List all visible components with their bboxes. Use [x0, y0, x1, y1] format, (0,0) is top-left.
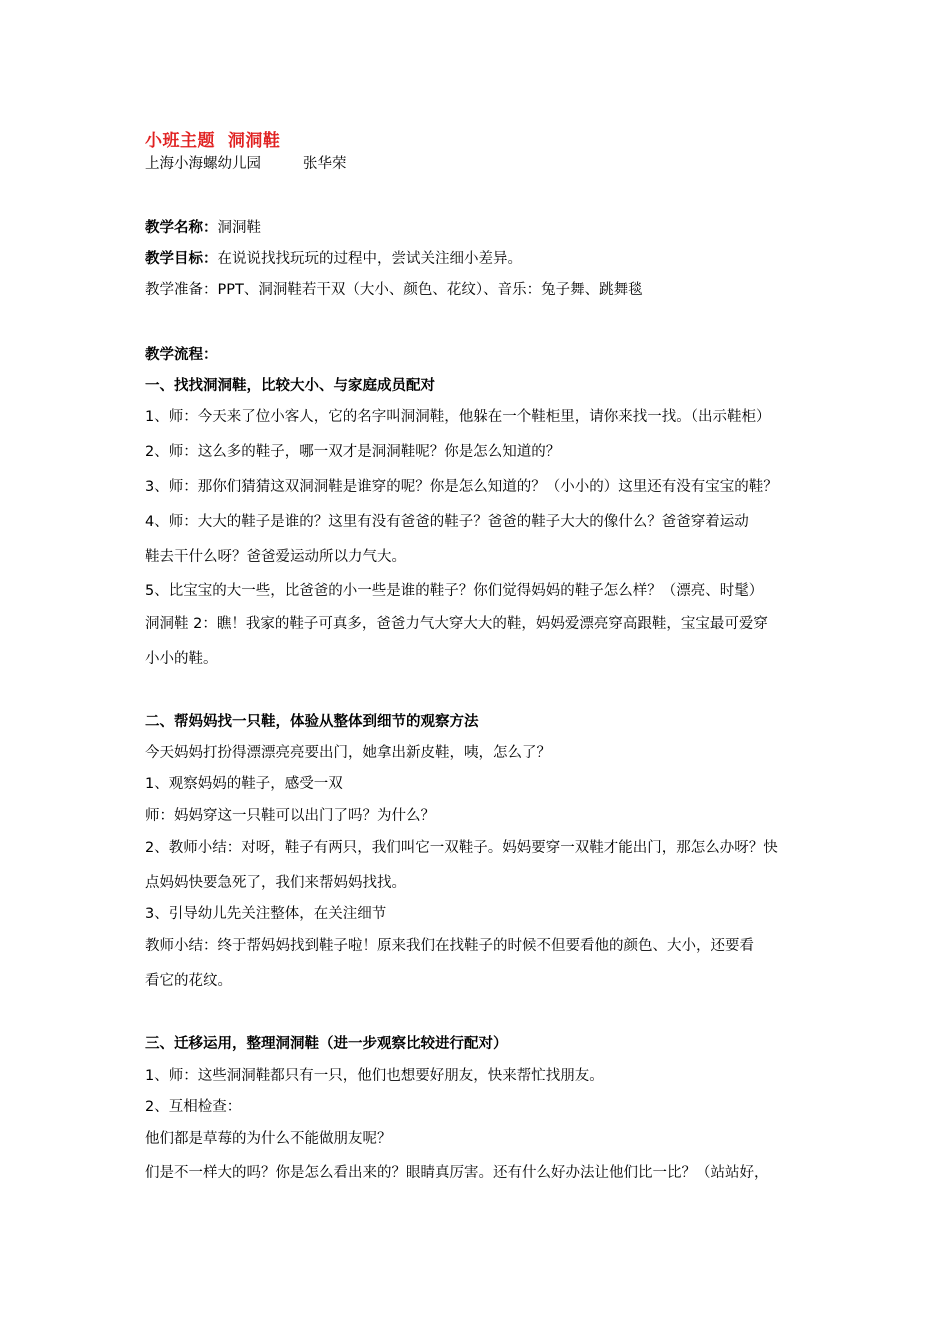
section3-line: 他们都是草莓的为什么不能做朋友呢？: [145, 1131, 392, 1147]
teaching-goal-line: [145, 249, 522, 269]
teaching-prep-line: 教学准备：PPT、洞洞鞋若干双（大小、颜色、花纹）、音乐：兔子舞、跳舞毯: [145, 282, 643, 298]
section3-heading: 三、迁移运用，整理洞洞鞋（进一步观察比较进行配对）: [145, 1036, 508, 1052]
section2-line: 点妈妈快要急死了，我们来帮妈妈找找。: [145, 875, 406, 891]
section2-line: 看它的花纹。: [145, 973, 232, 989]
section2-heading: 二、帮妈妈找一只鞋，体验从整体到细节的观察方法: [145, 714, 479, 730]
teaching-goal-label: 教学目标：: [145, 251, 218, 267]
section1-line: 洞洞鞋 2：瞧！我家的鞋子可真多，爸爸力气大穿大大的鞋，妈妈爱漂亮穿高跟鞋，宝宝最可爱穿: [145, 616, 768, 632]
teaching-goal-value: 在说说找找玩玩的过程中，尝试关注细小差异。: [217, 251, 522, 267]
section1-line: 1、师：今天来了位小客人，它的名字叫洞洞鞋，他躲在一个鞋柜里，请你来找一找。（出示鞋柜）: [145, 409, 771, 425]
section2-line: 师：妈妈穿这一只鞋可以出门了吗？为什么？: [145, 808, 435, 824]
section1-line: 鞋去干什么呀？爸爸爱运动所以力气大。: [145, 549, 406, 565]
section1-line: 2、师：这么多的鞋子，哪一双才是洞洞鞋呢？你是怎么知道的？: [145, 444, 561, 460]
teaching-name-line: [145, 218, 261, 238]
document-title: 小班主题 洞洞鞋: [145, 131, 281, 151]
section3-line: 们是不一样大的吗？你是怎么看出来的？眼睛真厉害。还有什么好办法让他们比一比？（站站好，: [145, 1165, 769, 1181]
teaching-name-value: 洞洞鞋: [217, 220, 261, 236]
teaching-name-label: 教学名称：: [145, 220, 218, 236]
section2-line: 教师小结：终于帮妈妈找到鞋子啦！原来我们在找鞋子的时候不但要看他的颜色、大小，还要看: [145, 938, 754, 954]
section2-line: 2、教师小结：对呀，鞋子有两只，我们叫它一双鞋子。妈妈要穿一双鞋才能出门，那怎么办呀？快: [145, 840, 778, 856]
flow-heading: 教学流程：: [145, 347, 218, 363]
section1-heading: 一、找找洞洞鞋，比较大小、与家庭成员配对: [145, 378, 435, 394]
section2-line: 今天妈妈打扮得漂漂亮亮要出门，她拿出新皮鞋，咦，怎么了？: [145, 745, 551, 761]
section3-line: 2、互相检查：: [145, 1099, 242, 1115]
section3-line: 1、师：这些洞洞鞋都只有一只，他们也想要好朋友，快来帮忙找朋友。: [145, 1068, 604, 1084]
author-name: 张华荣: [303, 156, 347, 172]
author-line: [145, 152, 347, 173]
section1-line: 4、师：大大的鞋子是谁的？这里有没有爸爸的鞋子？爸爸的鞋子大大的像什么？爸爸穿着运动: [145, 514, 749, 530]
section2-line: 1、观察妈妈的鞋子，感受一双: [145, 776, 343, 792]
section2-line: 3、引导幼儿先关注整体，在关注细节: [145, 906, 387, 922]
section1-line: 3、师：那你们猜猜这双洞洞鞋是谁穿的呢？你是怎么知道的？（小小的）这里还有没有宝宝的鞋？: [145, 479, 778, 495]
section1-line: 小小的鞋。: [145, 651, 218, 667]
school-name: 上海小海螺幼儿园: [145, 156, 261, 172]
section1-line: 5、比宝宝的大一些，比爸爸的小一些是谁的鞋子？你们觉得妈妈的鞋子怎么样？（漂亮、时髦）: [145, 583, 764, 599]
